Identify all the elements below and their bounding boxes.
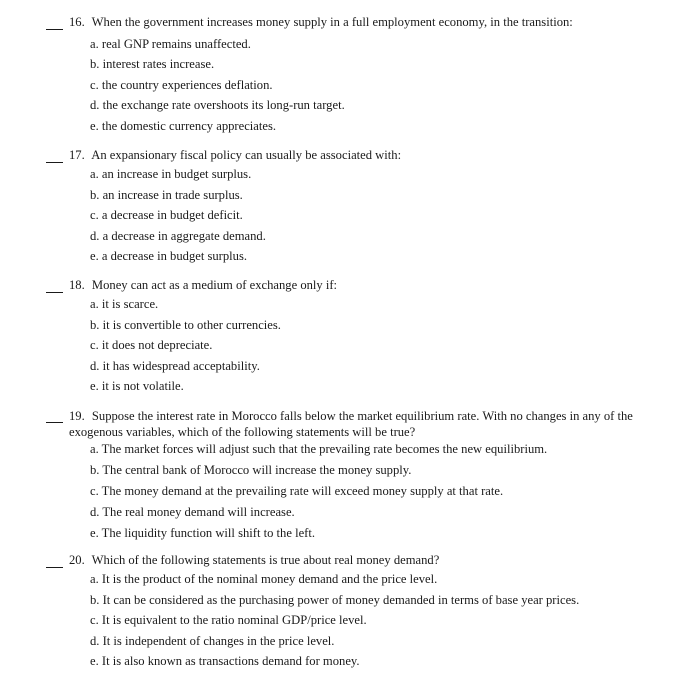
question-stem — [69, 278, 659, 293]
option-b: b. it is convertible to other currencies. — [90, 318, 281, 332]
answer-blank[interactable] — [46, 422, 63, 423]
answer-blank[interactable] — [46, 29, 63, 30]
option-a: a. an increase in budget surplus. — [90, 167, 252, 181]
option-d: d. It is independent of changes in the price level. — [90, 634, 335, 648]
option-d: d. The real money demand will increase. — [90, 505, 295, 519]
option-b: b. It can be considered as the purchasing power of money demanded in terms of base year prices. — [90, 593, 580, 607]
option-c: c. a decrease in budget deficit. — [90, 208, 243, 222]
question-number: 19. — [69, 409, 85, 423]
question-text: Money can act as a medium of exchange only if: — [91, 278, 338, 292]
question-text: Which of the following statements is true about real money demand? — [91, 553, 440, 567]
question-number: 20. — [69, 553, 85, 567]
option-b: b. The central bank of Morocco will increase the money supply. — [90, 463, 412, 477]
option-e: e. It is also known as transactions demand for money. — [90, 654, 360, 668]
option-a: a. It is the product of the nominal money demand and the price level. — [90, 572, 438, 586]
question-text: An expansionary fiscal policy can usually be associated with: — [91, 148, 402, 162]
option-d: d. the exchange rate overshoots its long-run target. — [90, 98, 345, 112]
question-stem — [69, 15, 659, 30]
option-e: e. The liquidity function will shift to the left. — [90, 526, 316, 540]
question-text: Suppose the interest rate in Morocco falls below the market equilibrium rate. With no changes in any of the exogenous variables, which of the following statements will be true? — [69, 409, 633, 439]
option-a: a. The market forces will adjust such that the prevailing rate becomes the new equilibrium. — [90, 442, 548, 456]
question-stem — [69, 148, 659, 163]
option-b: b. an increase in trade surplus. — [90, 188, 243, 202]
answer-blank[interactable] — [46, 292, 63, 293]
answer-blank[interactable] — [46, 162, 63, 163]
question-stem — [69, 408, 659, 440]
answer-blank[interactable] — [46, 567, 63, 568]
option-a: a. real GNP remains unaffected. — [90, 37, 251, 51]
question-text: When the government increases money supply in a full employment economy, in the transition: — [91, 15, 573, 29]
option-b: b. interest rates increase. — [90, 57, 215, 71]
option-c: c. It is equivalent to the ratio nominal GDP/price level. — [90, 613, 367, 627]
option-e: e. a decrease in budget surplus. — [90, 249, 248, 263]
question-stem — [69, 553, 659, 568]
option-a: a. it is scarce. — [90, 297, 159, 311]
option-c: c. it does not depreciate. — [90, 338, 213, 352]
question-number: 16. — [69, 15, 85, 29]
question-number: 17. — [69, 148, 85, 162]
option-d: d. it has widespread acceptability. — [90, 359, 260, 373]
option-e: e. it is not volatile. — [90, 379, 184, 393]
option-d: d. a decrease in aggregate demand. — [90, 229, 266, 243]
option-c: c. the country experiences deflation. — [90, 78, 273, 92]
option-e: e. the domestic currency appreciates. — [90, 119, 277, 133]
question-number: 18. — [69, 278, 85, 292]
option-c: c. The money demand at the prevailing rate will exceed money supply at that rate. — [90, 484, 504, 498]
